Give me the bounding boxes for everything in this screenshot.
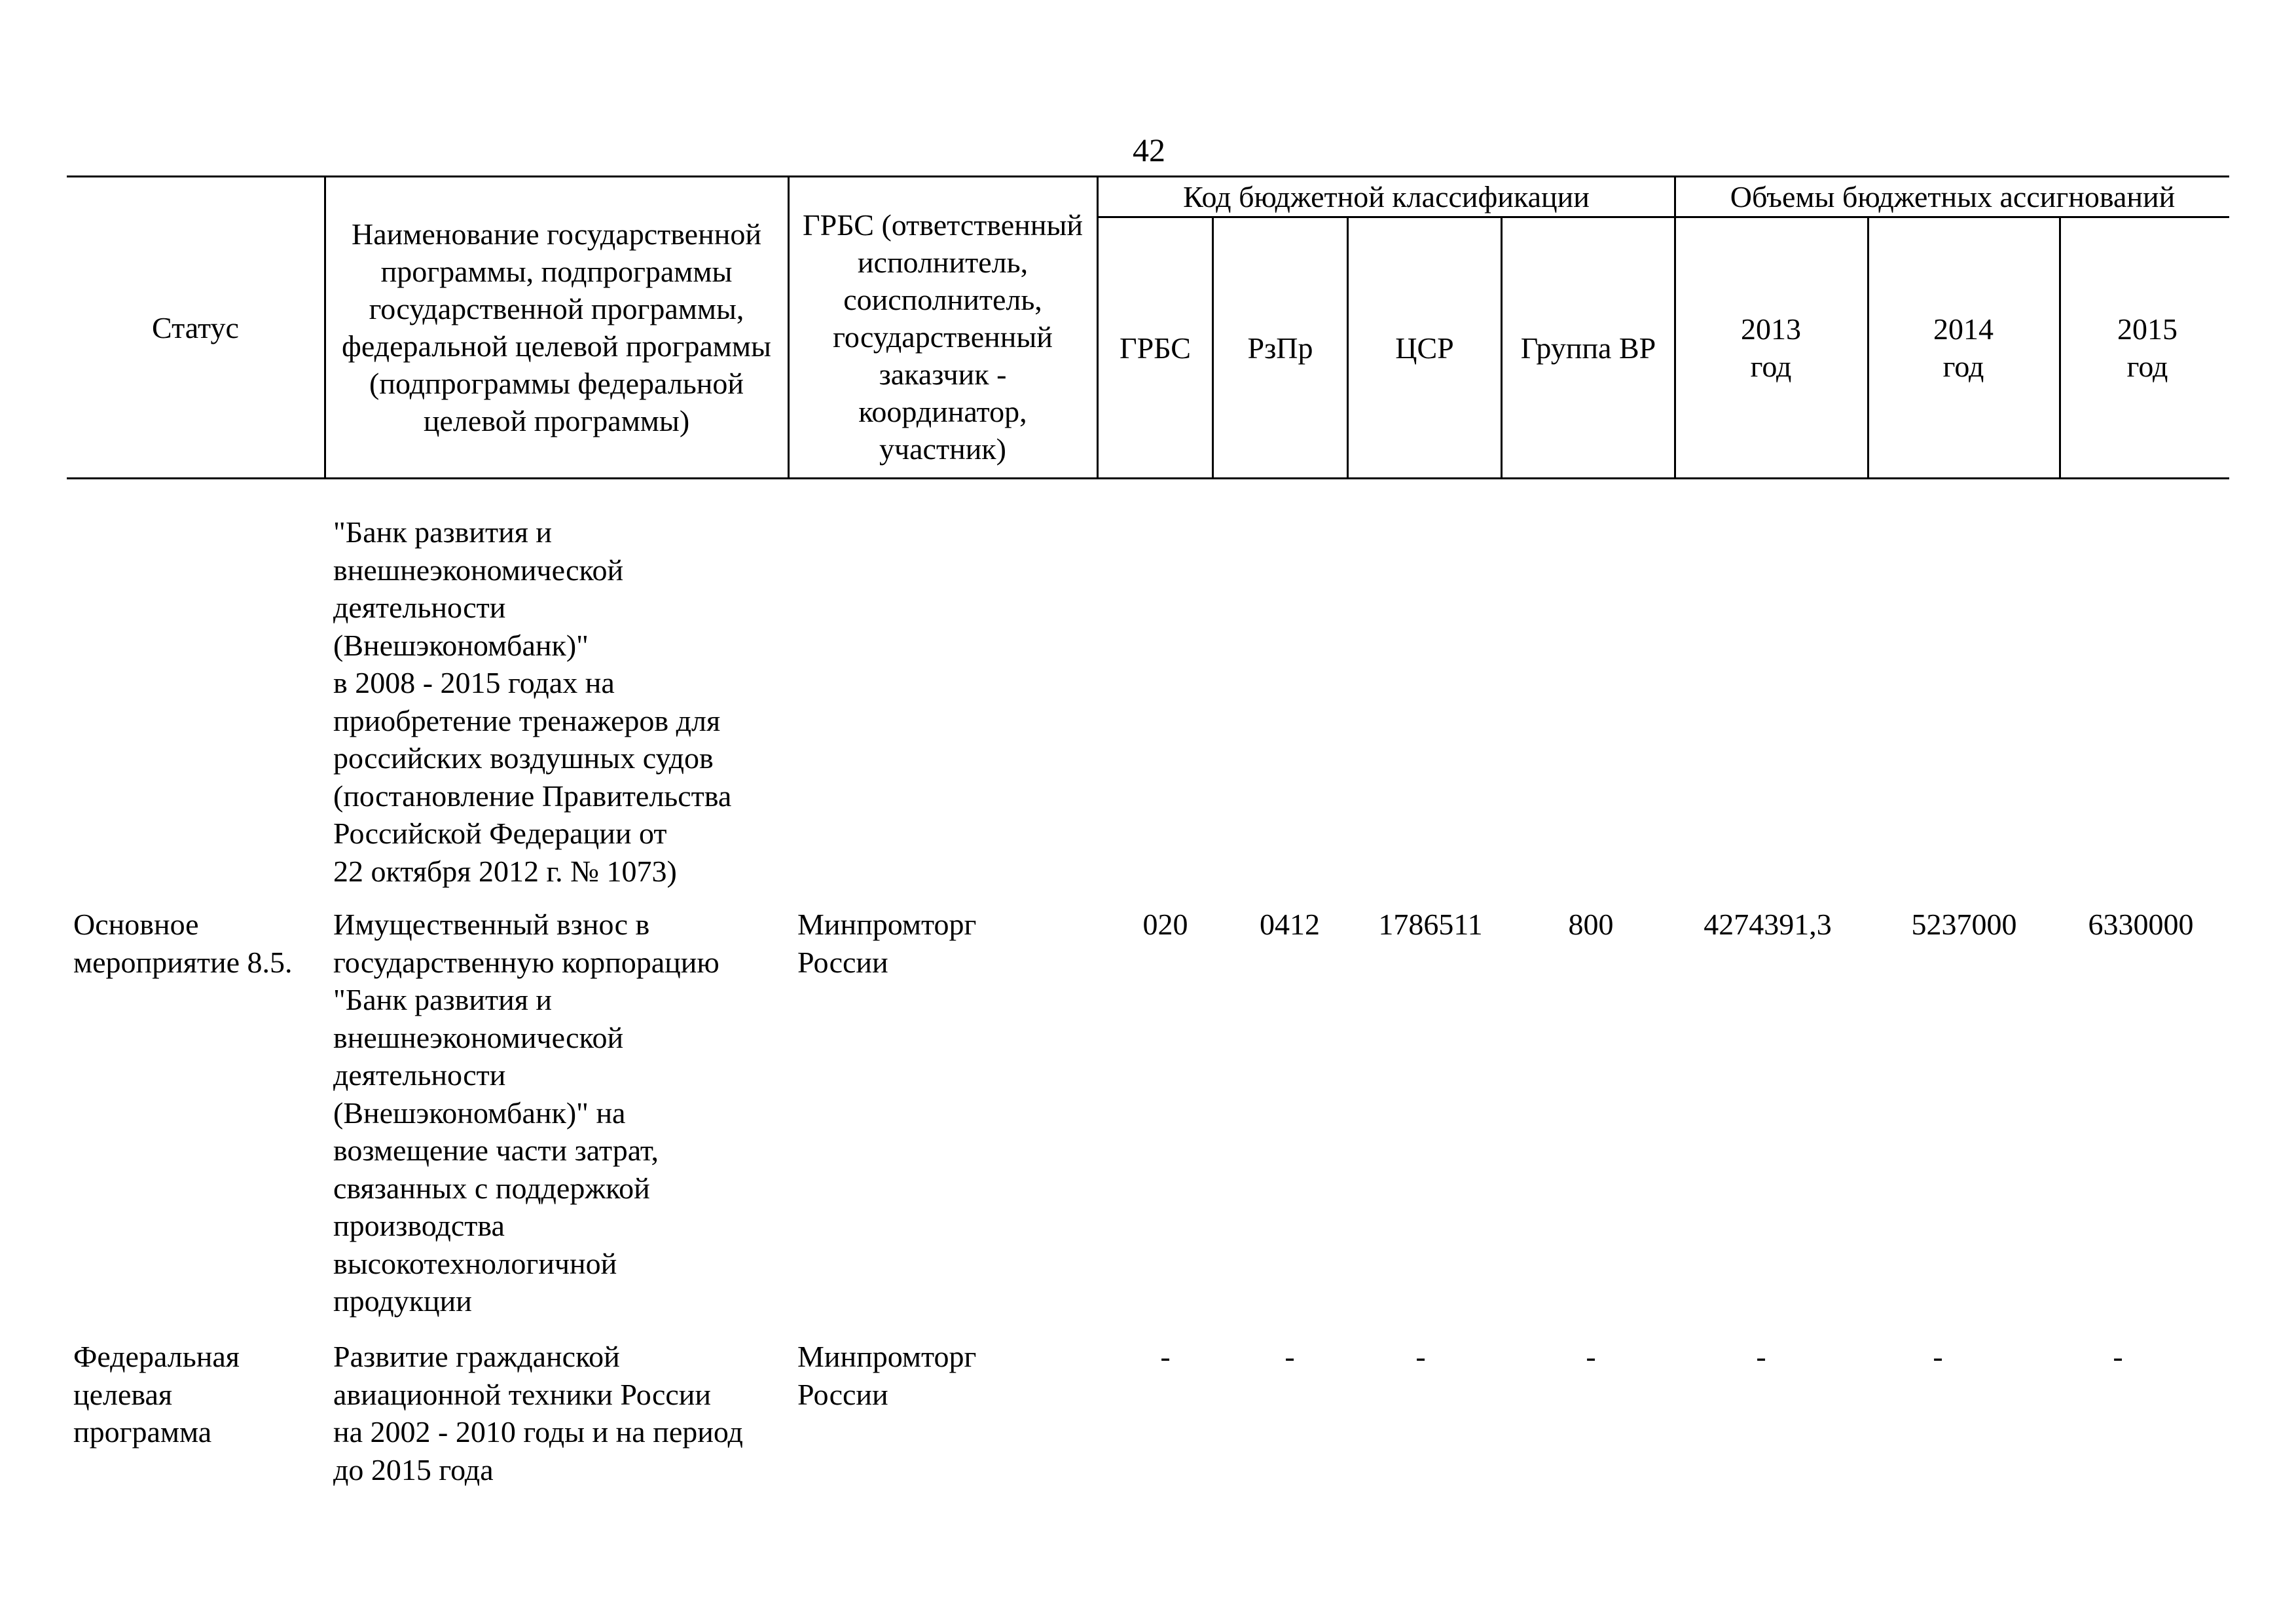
row-ftp-rzpr: -: [1285, 1340, 1295, 1373]
row-ftp-2013: -: [1756, 1340, 1766, 1373]
header-rzpr: РзПр: [1247, 331, 1313, 365]
table-top-border: [67, 175, 2229, 177]
row-8-5-executor: Минпромторг России: [797, 908, 977, 979]
header-2013: 2013 год: [1741, 312, 1801, 383]
header-budget-code-group: Код бюджетной классификации: [1183, 180, 1590, 213]
header-csr: ЦСР: [1395, 331, 1454, 365]
header-executor: ГРБС (ответственный исполнитель, соисполнитель, государственный заказчик - координатор, участник): [803, 208, 1083, 466]
col-divider-2014: [2059, 217, 2061, 478]
header-volumes-group: Объемы бюджетных ассигнований: [1730, 180, 2176, 213]
col-divider-name: [788, 177, 790, 478]
col-divider-status: [324, 177, 326, 478]
row-8-5-2014: 5237000: [1911, 908, 2017, 941]
row-8-5-vr: 800: [1568, 908, 1614, 941]
header-2014: 2014 год: [1933, 312, 1994, 383]
header-name: Наименование государственной программы, подпрограммы государственной программы, федеральной целевой программы (подпрограммы федеральной целевой программы): [342, 217, 771, 437]
header-grbs: ГРБС: [1120, 331, 1191, 365]
row-8-5-grbs: 020: [1142, 908, 1188, 941]
col-divider-budget-group: [1674, 177, 1676, 478]
row-ftp-2014: -: [1933, 1340, 1943, 1373]
row-continuation-name: "Банк развития и внешнеэкономической деятельности (Внешэкономбанк)" в 2008 - 2015 годах на приобретение тренажеров для российских воздушных судов (постановление Правительства Российской Федерации от 22 октября 2012 г. № 1073): [333, 515, 732, 888]
row-ftp-status: Федеральная целевая программа: [73, 1340, 240, 1449]
row-ftp-csr: -: [1415, 1340, 1426, 1373]
header-status: Статус: [152, 310, 239, 344]
row-ftp-vr: -: [1586, 1340, 1596, 1373]
row-ftp-name: Развитие гражданской авиационной техники России на 2002 - 2010 годы и на период до 2015 года: [333, 1340, 743, 1486]
header-vr-group: Группа ВР: [1520, 331, 1656, 365]
row-8-5-csr: 1786511: [1378, 908, 1483, 941]
row-ftp-2015: -: [2113, 1340, 2123, 1373]
row-8-5-2015: 6330000: [2088, 908, 2194, 941]
row-8-5-2013: 4274391,3: [1704, 908, 1832, 941]
row-8-5-name: Имущественный взнос в государственную корпорацию "Банк развития и внешнеэкономической деятельности (Внешэкономбанк)" на возмещение части затрат, связанных с поддержкой производства высокотехнологичной продукции: [333, 908, 720, 1318]
col-divider-2013: [1867, 217, 1869, 478]
row-8-5-status: Основное мероприятие 8.5.: [73, 908, 293, 979]
header-2015: 2015 год: [2117, 312, 2178, 383]
page-number: 42: [1133, 132, 1165, 168]
row-8-5-rzpr: 0412: [1260, 908, 1320, 941]
row-ftp-grbs: -: [1160, 1340, 1171, 1373]
row-ftp-executor: Минпромторг России: [797, 1340, 977, 1411]
